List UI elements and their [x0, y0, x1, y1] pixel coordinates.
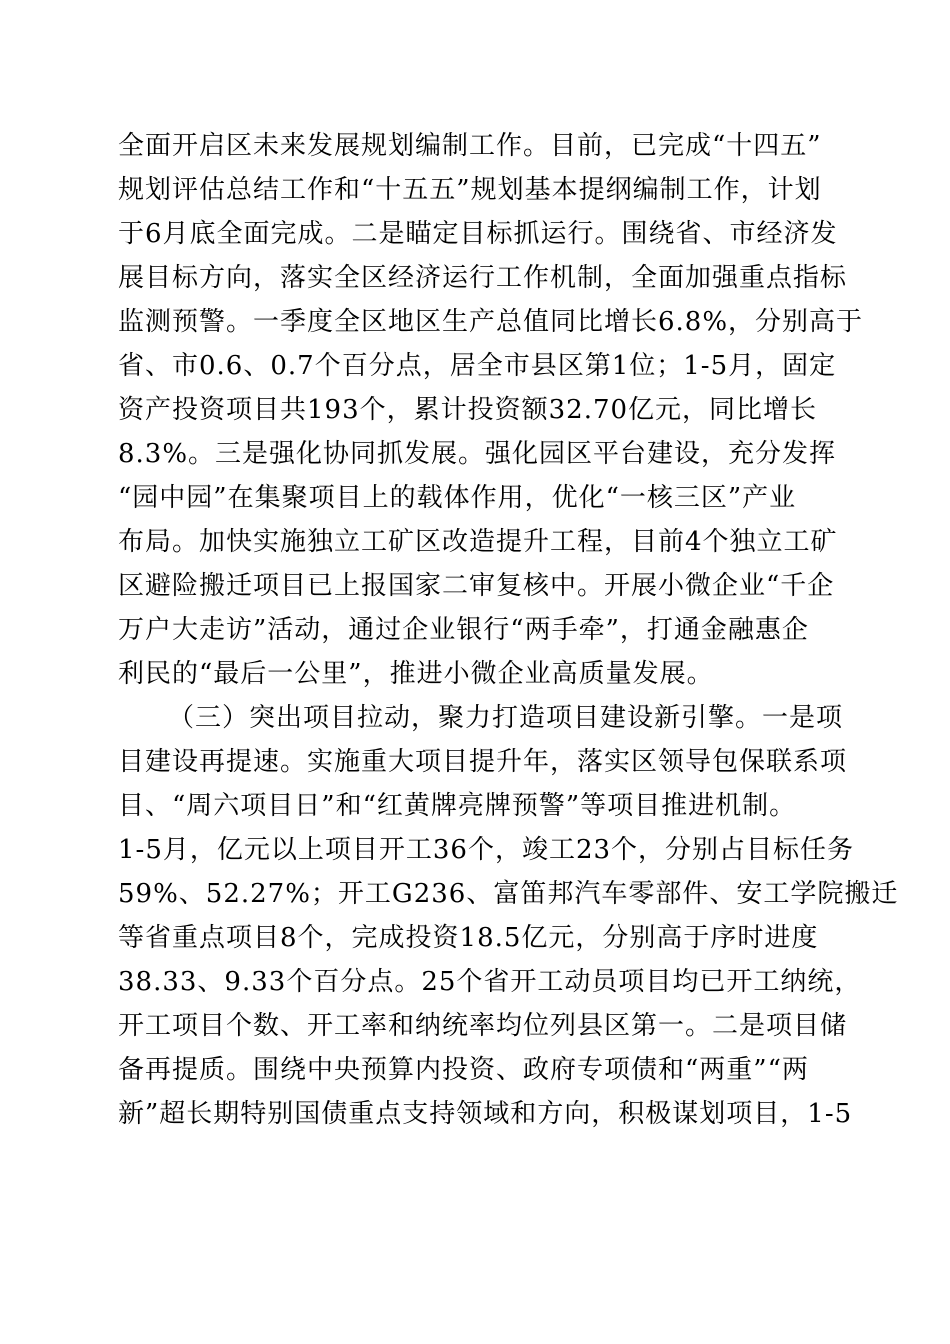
text-line: 目、“周六项目日”和“红黄牌亮牌预警”等项目推进机制。: [118, 791, 797, 821]
text-line: 利民的“最后一公里”，推进小微企业高质量发展。: [118, 659, 714, 689]
text-line: 新”超长期特别国债重点支持领域和方向，积极谋划项目，1-5: [118, 1099, 853, 1129]
body-text: [118, 124, 899, 1136]
text-line: 展目标方向，落实全区经济运行工作机制，全面加强重点指标: [118, 263, 848, 293]
section-heading-line: （三）突出项目拉动，聚力打造项目建设新引擎。一是项: [168, 703, 844, 733]
text-line: 万户大走访”活动，通过企业银行“两手牵”，打通金融惠企: [118, 615, 809, 645]
text-line: “园中园”在集聚项目上的载体作用，优化“一核三区”产业: [118, 483, 797, 513]
text-line: 区避险搬迁项目已上报国家二审复核中。开展小微企业“千企: [118, 571, 835, 601]
text-line: 8.3%。三是强化协同抓发展。强化园区平台建设，充分发挥: [118, 439, 837, 469]
text-line: 省、市0.6、0.7个百分点，居全市县区第1位；1-5月，固定: [118, 351, 837, 381]
text-line: 全面开启区未来发展规划编制工作。目前，已完成“十四五”: [118, 131, 822, 161]
text-line: 监测预警。一季度全区地区生产总值同比增长6.8%，分别高于: [118, 307, 864, 337]
text-line: 规划评估总结工作和“十五五”规划基本提纲编制工作，计划: [118, 175, 822, 205]
text-line: 资产投资项目共193个，累计投资额32.70亿元，同比增长: [118, 395, 818, 425]
text-line: 59%、52.27%；开工G236、富笛邦汽车零部件、安工学院搬迁: [118, 879, 899, 909]
text-line: 等省重点项目8个，完成投资18.5亿元，分别高于序时进度: [118, 923, 819, 953]
text-line: 布局。加快实施独立工矿区改造提升工程，目前4个独立工矿: [118, 527, 838, 557]
text-line: 开工项目个数、开工率和纳统率均位列县区第一。二是项目储: [118, 1011, 848, 1041]
text-line: 于6月底全面完成。二是瞄定目标抓运行。围绕省、市经济发: [118, 219, 838, 249]
text-line: 1-5月，亿元以上项目开工36个，竣工23个，分别占目标任务: [118, 835, 855, 865]
text-line: 38.33、9.33个百分点。25个省开工动员项目均已开工纳统，: [118, 967, 862, 997]
text-line: 目建设再提速。实施重大项目提升年，落实区领导包保联系项: [118, 747, 848, 777]
text-line: 备再提质。围绕中央预算内投资、政府专项债和“两重”“两: [118, 1055, 809, 1085]
